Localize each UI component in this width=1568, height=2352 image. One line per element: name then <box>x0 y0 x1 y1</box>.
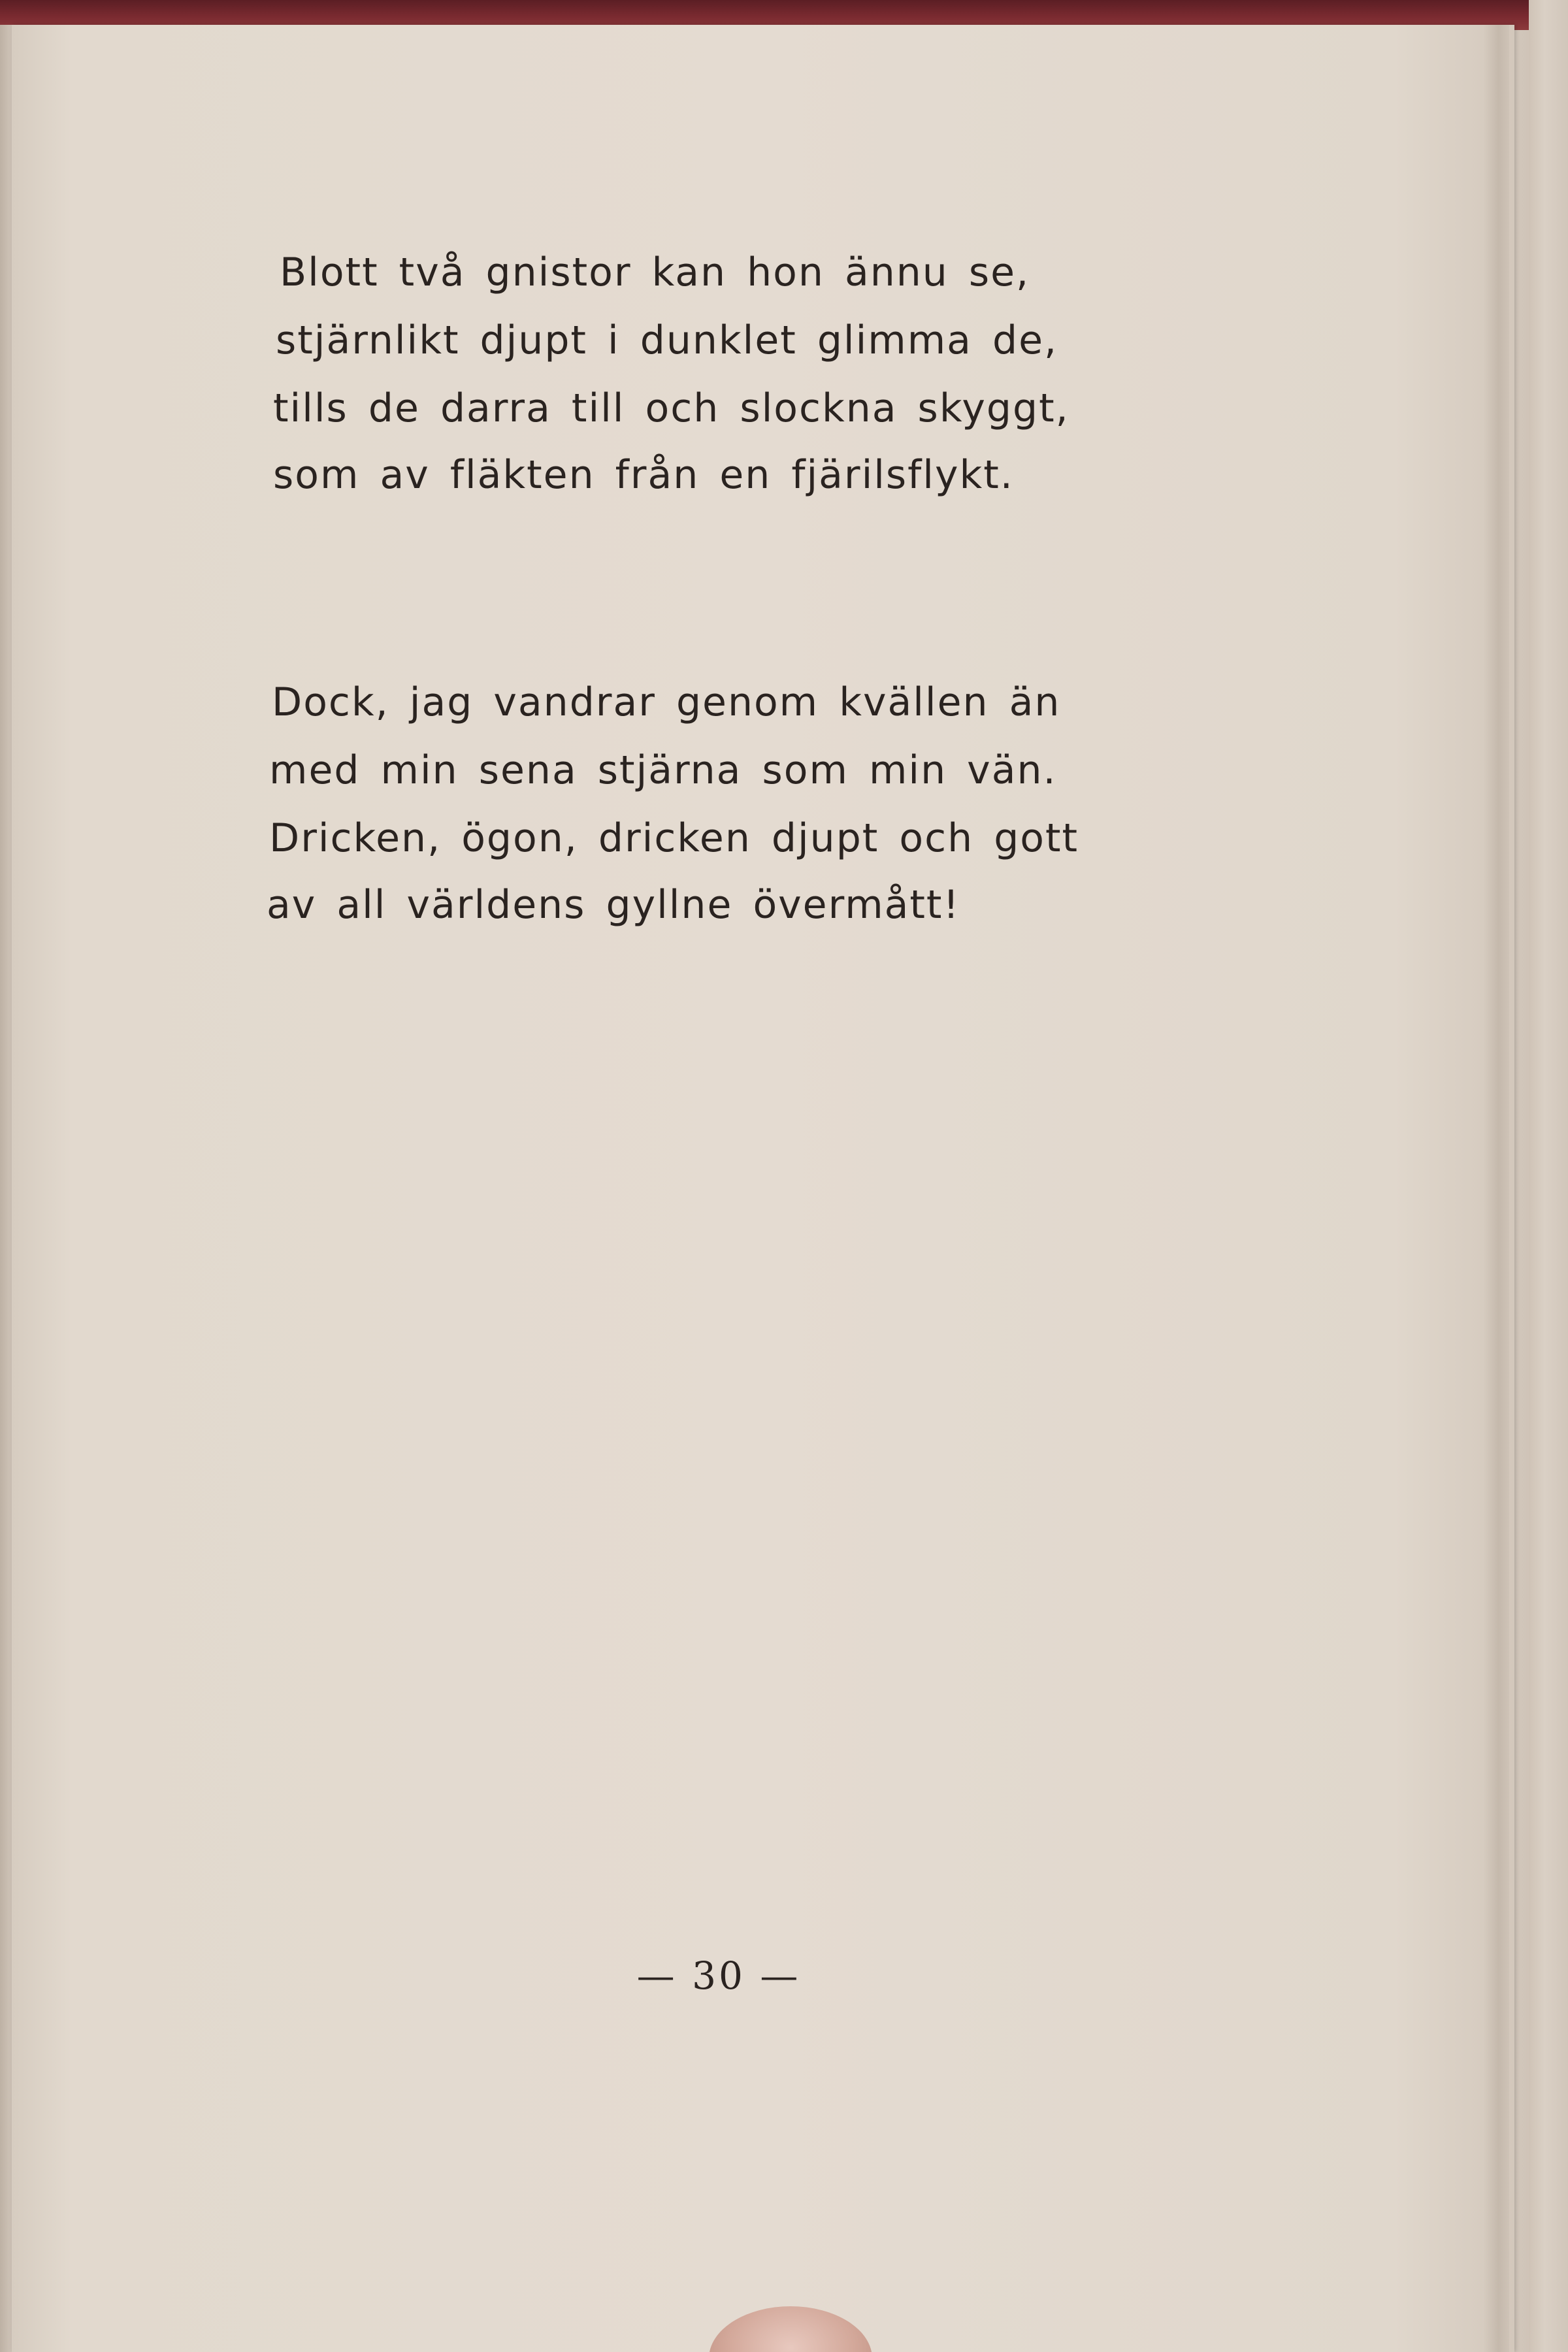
poem-line: tills de darra till och slockna skyggt, <box>273 385 1070 431</box>
poem-line: Dock, jag vandrar genom kvällen än <box>272 679 1061 725</box>
poem-line: Dricken, ögon, dricken djupt och gott <box>269 815 1079 861</box>
facing-page-edge <box>1529 0 1568 2352</box>
poem-line: som av fläkten från en fjärilsflykt. <box>273 452 1014 498</box>
page-number: — 30 — <box>636 1953 801 1998</box>
poem-line: Blott två gnistor kan hon ännu se, <box>280 250 1030 295</box>
poem-line: med min sena stjärna som min vän. <box>269 747 1057 793</box>
gutter-shadow <box>1483 25 1509 2352</box>
book-page <box>12 25 1514 2352</box>
poem-line: av all världens gyllne övermått! <box>267 882 960 928</box>
poem-line: stjärnlikt djupt i dunklet glimma de, <box>276 318 1058 363</box>
